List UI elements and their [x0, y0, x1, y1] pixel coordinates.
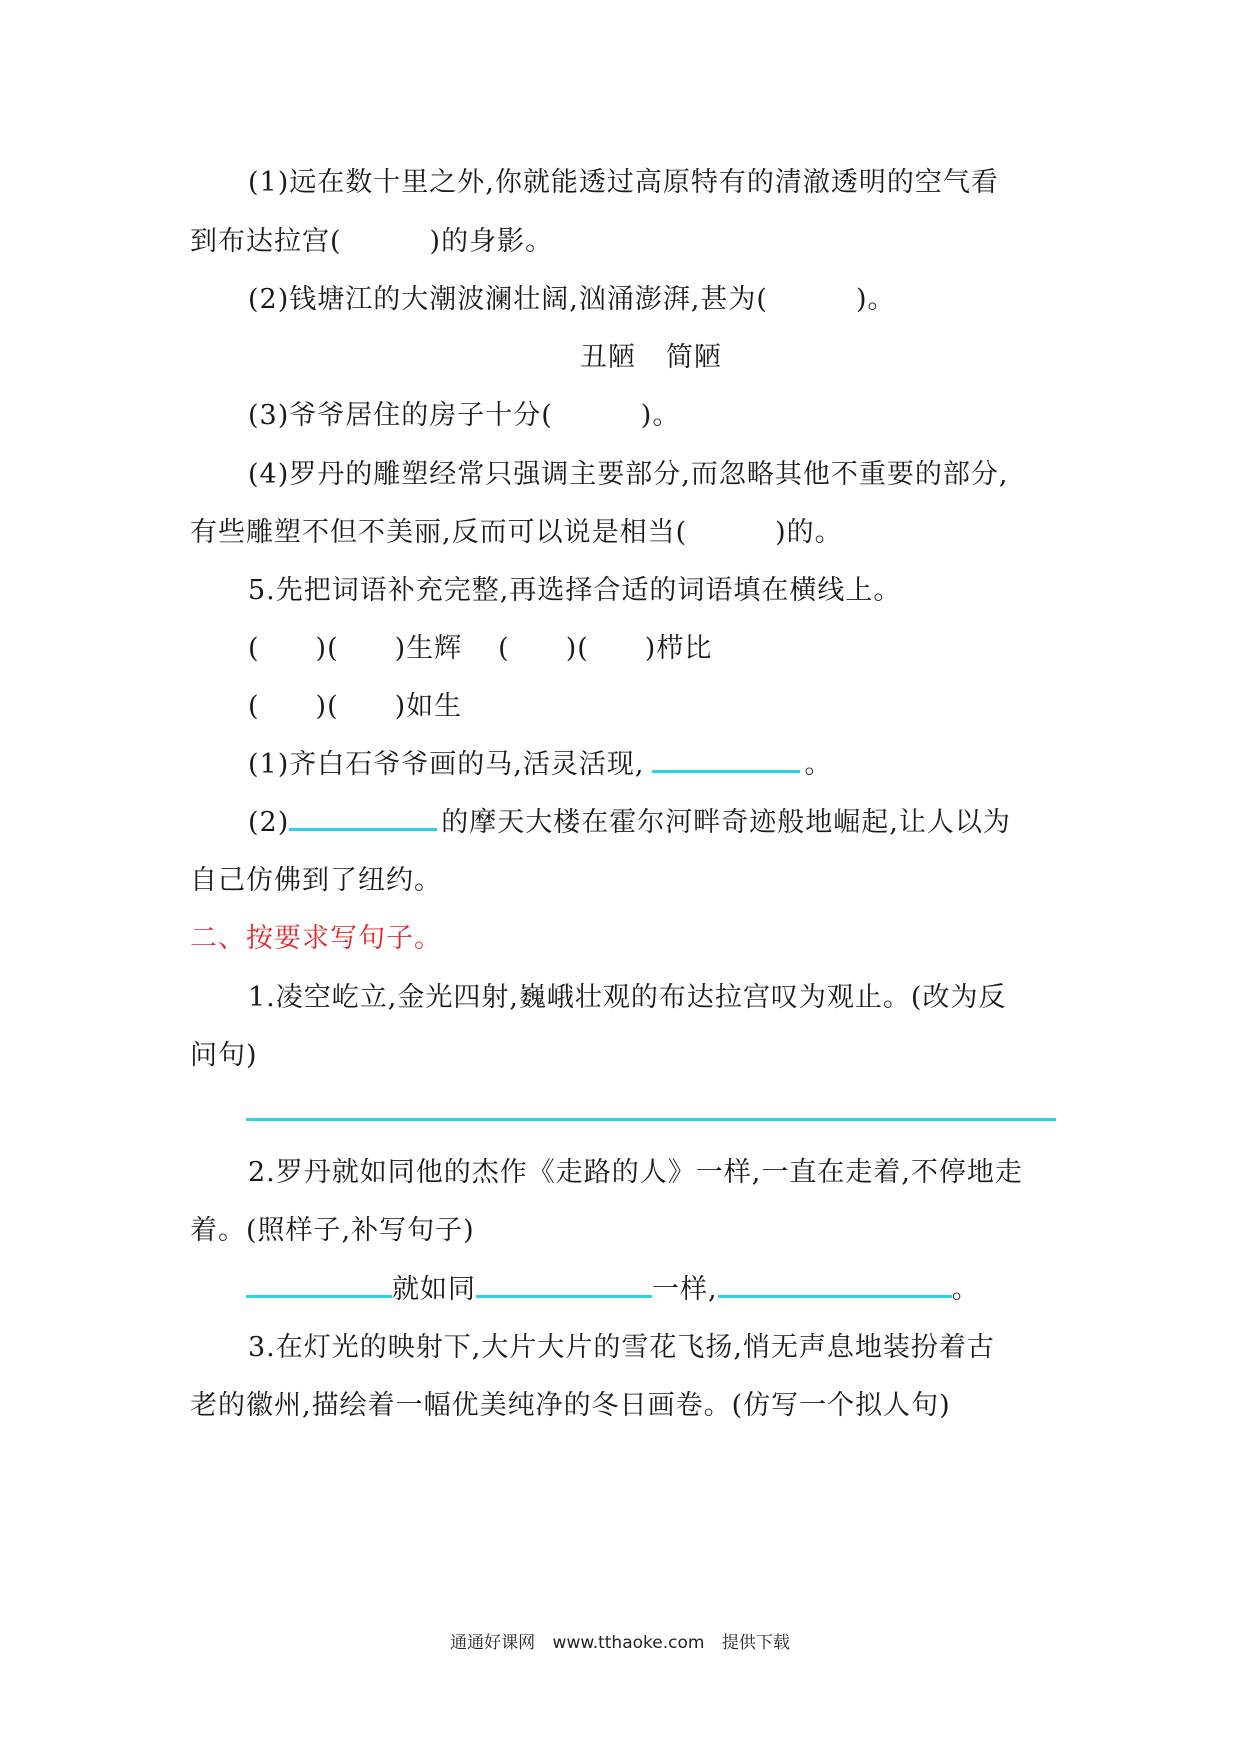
- item-2-connector-2: 一样,: [652, 1274, 718, 1305]
- question-3-line: [248, 396, 680, 436]
- footer-site-name: 通通好课网: [450, 1633, 536, 1653]
- item-3-line-2: 老的徽州,描绘着一幅优美纯净的冬日画卷。(仿写一个拟人句): [190, 1390, 951, 1421]
- item-2-connector-1: 就如同: [392, 1274, 476, 1305]
- sentence-1-blank[interactable]: [652, 748, 800, 773]
- question-3-text-before: (3)爷爷居住的房子十分(: [248, 400, 553, 431]
- question-3-text-after: )。: [640, 400, 681, 431]
- item-1-line-2: 问句): [190, 1040, 258, 1071]
- question-5-sentence-2: [248, 803, 1011, 843]
- footer-note: 提供下载: [721, 1633, 790, 1653]
- sentence-2-number: (2): [248, 807, 290, 838]
- paren-open: (: [248, 691, 260, 722]
- question-5-idiom-row-1: [248, 629, 712, 669]
- idiom-suffix-3: )如生: [394, 691, 463, 722]
- question-5-sentence-1: [248, 745, 832, 785]
- question-5-title: 5.先把词语补充完整,再选择合适的词语填在横线上。: [248, 575, 902, 606]
- item-1-line-1: 1.凌空屹立,金光四射,巍峨壮观的布达拉宫叹为观止。(改为反: [248, 982, 1007, 1013]
- question-2-line: [248, 280, 896, 320]
- item-2-blank-2[interactable]: [476, 1273, 652, 1298]
- word-option-2: 简陋: [666, 342, 722, 373]
- question-1-text-before: 到布达拉宫(: [190, 226, 342, 257]
- sentence-2-blank[interactable]: [289, 806, 437, 831]
- footer-url[interactable]: www.tthaoke.com: [552, 1633, 705, 1653]
- word-options: [580, 338, 722, 378]
- paren-open: (: [248, 633, 260, 664]
- idiom-suffix-1: )生辉: [394, 633, 463, 664]
- idiom-suffix-2: )栉比: [644, 633, 713, 664]
- section-2-heading: 二、按要求写句子。: [190, 923, 442, 954]
- question-4-line-1: (4)罗丹的雕塑经常只强调主要部分,而忽略其他不重要的部分,: [248, 459, 1009, 490]
- question-4-text-before: 有些雕塑不但不美丽,反而可以说是相当(: [190, 517, 688, 548]
- paren-mid: )(: [565, 633, 589, 664]
- question-2-text-before: (2)钱塘江的大潮波澜壮阔,汹涌澎湃,甚为(: [248, 284, 768, 315]
- question-1-line-1: (1)远在数十里之外,你就能透过高原特有的清澈透明的空气看: [248, 167, 999, 198]
- sentence-1-text: (1)齐白石爷爷画的马,活灵活现,: [248, 749, 645, 780]
- word-option-1: 丑陋: [580, 342, 636, 373]
- sentence-1-end: 。: [804, 749, 833, 780]
- question-5-sentence-2-cont: 自己仿佛到了纽约。: [190, 865, 442, 896]
- item-2-fill-line: [246, 1270, 980, 1310]
- question-1-line-2: [190, 222, 553, 262]
- question-1-text-after: )的身影。: [429, 226, 554, 257]
- paren-mid: )(: [315, 633, 339, 664]
- item-2-blank-3[interactable]: [718, 1273, 952, 1298]
- sentence-2-text: 的摩天大楼在霍尔河畔奇迹般地崛起,让人以为: [441, 807, 1011, 838]
- item-2-line-1: 2.罗丹就如同他的杰作《走路的人》一样,一直在走着,不停地走: [248, 1157, 1023, 1188]
- item-3-line-1: 3.在灯光的映射下,大片大片的雪花飞扬,悄无声息地装扮着古: [248, 1332, 995, 1363]
- question-2-text-after: )。: [855, 284, 896, 315]
- paren-open: (: [498, 633, 510, 664]
- page-footer: [0, 1628, 1240, 1653]
- item-2-blank-1[interactable]: [246, 1273, 392, 1298]
- paren-mid: )(: [315, 691, 339, 722]
- question-4-text-after: )的。: [775, 517, 843, 548]
- question-5-idiom-row-2: [248, 687, 462, 727]
- item-1-answer-line[interactable]: [246, 1118, 1056, 1121]
- question-4-line-2: [190, 513, 843, 553]
- item-2-end: 。: [951, 1274, 980, 1305]
- item-2-line-2: 着。(照样子,补写句子): [190, 1215, 475, 1246]
